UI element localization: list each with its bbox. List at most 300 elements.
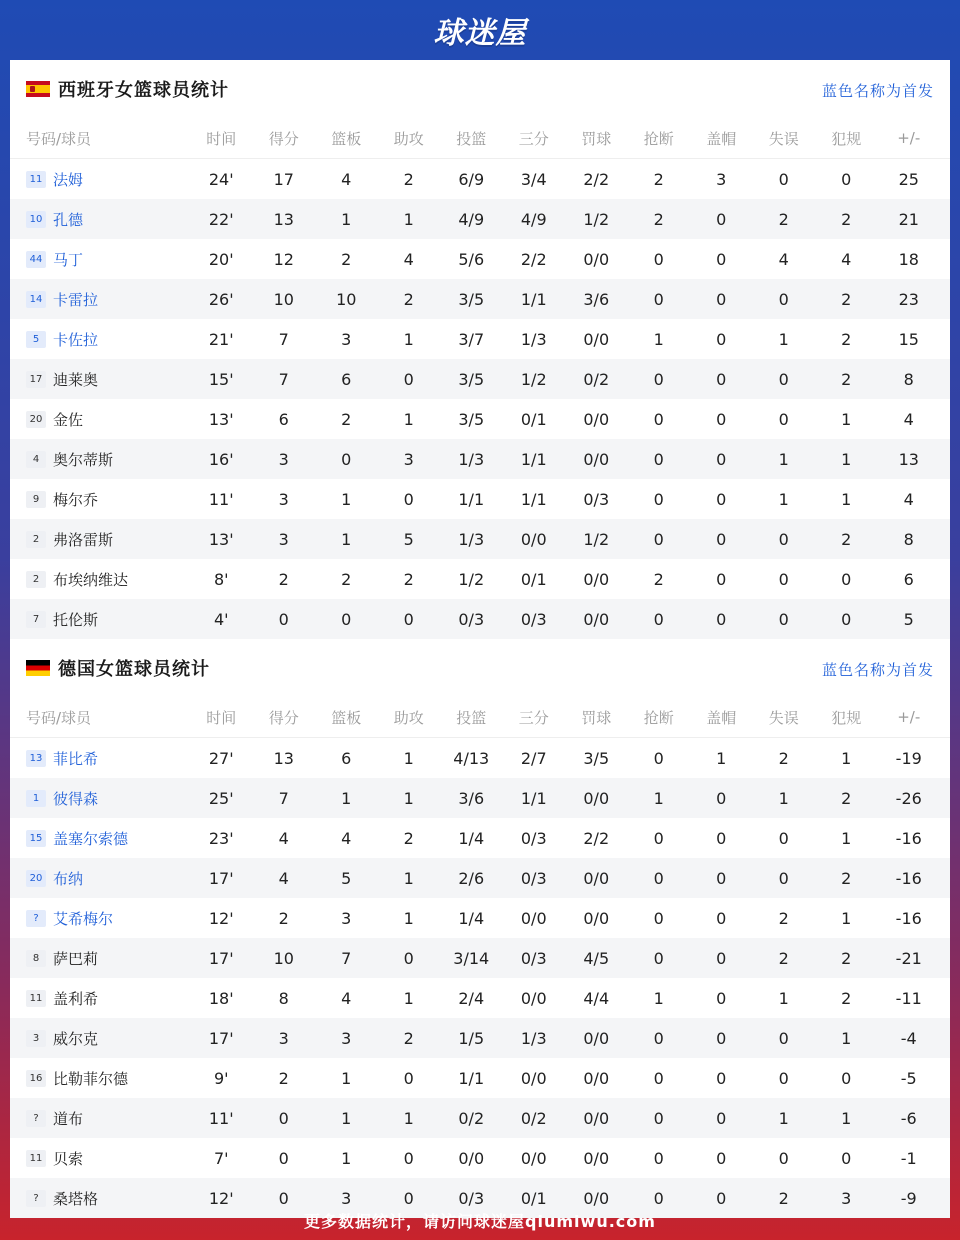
- player-name[interactable]: 法姆: [53, 170, 84, 189]
- stat-cell: 0: [716, 209, 727, 229]
- stat-cell: 0/2: [458, 1108, 485, 1128]
- table-row[interactable]: [10, 738, 950, 778]
- stat-cell: 0: [778, 169, 789, 189]
- stat-cell: 0: [403, 1188, 414, 1208]
- stat-cell: 2/2: [520, 249, 547, 269]
- player-name[interactable]: 孔德: [53, 210, 84, 229]
- stat-cell: 4/4: [583, 988, 610, 1008]
- column-header: 失误: [768, 708, 799, 727]
- stat-cell: 2: [278, 908, 289, 928]
- table-header-row: [10, 697, 950, 738]
- player-name[interactable]: 盖塞尔索德: [53, 829, 129, 848]
- stat-cell: 0: [278, 1108, 289, 1128]
- stat-cell: 3/14: [453, 948, 490, 968]
- stat-cell: 4/9: [458, 209, 485, 229]
- stat-cell: 0: [716, 609, 727, 629]
- stat-cell: 7': [213, 1148, 229, 1168]
- stat-cell: -16: [895, 828, 922, 848]
- jersey-number-badge: ?: [26, 1190, 46, 1207]
- jersey-number-badge: ?: [26, 1110, 46, 1127]
- stat-cell: -16: [895, 908, 922, 928]
- player-name[interactable]: 金佐: [53, 410, 84, 429]
- table-row[interactable]: [10, 159, 950, 199]
- stat-cell: 4: [278, 828, 289, 848]
- stat-cell: -26: [895, 788, 922, 808]
- team-sections: [10, 60, 950, 1218]
- stat-cell: 1: [341, 209, 352, 229]
- stat-cell: 1/4: [458, 908, 485, 928]
- table-row[interactable]: [10, 1058, 950, 1098]
- section-header: [10, 60, 950, 118]
- column-header: 篮板: [331, 708, 362, 727]
- stat-cell: 0/2: [583, 369, 610, 389]
- stat-cell: 1: [653, 788, 664, 808]
- stat-cell: 0: [653, 1188, 664, 1208]
- stat-cell: 0: [653, 489, 664, 509]
- player-name[interactable]: 菲比希: [53, 749, 99, 768]
- stat-cell: 0: [716, 1148, 727, 1168]
- crest-icon: [30, 86, 35, 92]
- player-name[interactable]: 贝索: [53, 1149, 84, 1168]
- germany-flag-icon: [26, 660, 50, 676]
- stat-cell: 2: [778, 748, 789, 768]
- player-cell: [10, 1028, 190, 1049]
- stat-cell: 0: [653, 1108, 664, 1128]
- stat-cell: 1: [341, 1068, 352, 1088]
- stat-cell: 0: [403, 1148, 414, 1168]
- stat-cell: 4': [213, 609, 229, 629]
- stat-cell: 1: [341, 788, 352, 808]
- stat-cell: 0: [841, 169, 852, 189]
- table-row[interactable]: [10, 519, 950, 559]
- stat-cell: 0/0: [583, 908, 610, 928]
- stat-cell: 0: [841, 1068, 852, 1088]
- stat-cell: 0: [778, 369, 789, 389]
- player-name[interactable]: 艾希梅尔: [53, 909, 114, 928]
- stat-cell: 0/3: [583, 489, 610, 509]
- stat-cell: 5: [903, 609, 914, 629]
- jersey-number-badge: 15: [26, 830, 46, 847]
- stat-cell: 0/1: [520, 409, 547, 429]
- stat-cell: 23': [208, 828, 234, 848]
- stat-cell: 2/7: [520, 748, 547, 768]
- stat-cell: 1: [841, 748, 852, 768]
- stat-cell: 0: [403, 609, 414, 629]
- jersey-number-badge: 4: [26, 451, 46, 468]
- stat-cell: 3: [403, 449, 414, 469]
- stat-cell: 2: [841, 329, 852, 349]
- column-header: 犯规: [831, 708, 862, 727]
- stat-cell: 12': [208, 1188, 234, 1208]
- stat-cell: 4: [341, 988, 352, 1008]
- player-cell: [10, 529, 190, 550]
- stat-cell: 0/1: [520, 1188, 547, 1208]
- stat-cell: 1/4: [458, 828, 485, 848]
- stat-cell: 1: [841, 449, 852, 469]
- player-name[interactable]: 比勒菲尔德: [53, 1069, 129, 1088]
- table-row[interactable]: [10, 818, 950, 858]
- table-row[interactable]: [10, 319, 950, 359]
- stat-cell: 3/5: [458, 369, 485, 389]
- stat-cell: 1: [841, 489, 852, 509]
- player-cell: [10, 169, 190, 190]
- stat-cell: 6: [278, 409, 289, 429]
- stat-cell: 3: [278, 1028, 289, 1048]
- table-row[interactable]: [10, 1098, 950, 1138]
- stat-cell: 2: [403, 828, 414, 848]
- table-header-row: [10, 118, 950, 159]
- table-row[interactable]: [10, 978, 950, 1018]
- stat-cell: 0/0: [583, 1068, 610, 1088]
- stat-cell: 13: [273, 748, 294, 768]
- stat-cell: 0/1: [520, 569, 547, 589]
- stat-cell: 0: [716, 1188, 727, 1208]
- table-row[interactable]: [10, 1018, 950, 1058]
- player-cell: [10, 489, 190, 510]
- stat-cell: 0/2: [520, 1108, 547, 1128]
- stat-cell: 1: [403, 908, 414, 928]
- starter-legend-note: 蓝色名称为首发: [821, 82, 934, 100]
- stat-cell: 0: [716, 988, 727, 1008]
- stat-cell: 20': [208, 249, 234, 269]
- column-header: 时间: [206, 129, 237, 148]
- stat-cell: 1: [403, 988, 414, 1008]
- player-name[interactable]: 威尔克: [53, 1029, 99, 1048]
- stat-cell: 0: [841, 609, 852, 629]
- player-name[interactable]: 弗洛雷斯: [53, 530, 114, 549]
- stat-cell: 17': [208, 868, 234, 888]
- stat-cell: 0/0: [458, 1148, 485, 1168]
- stat-cell: 0/0: [583, 868, 610, 888]
- column-header: 三分: [518, 129, 549, 148]
- table-row[interactable]: [10, 1138, 950, 1178]
- stat-cell: 4: [278, 868, 289, 888]
- player-name[interactable]: 卡雷拉: [53, 290, 99, 309]
- section-header: [10, 639, 950, 697]
- stat-cell: 6: [341, 748, 352, 768]
- stat-cell: 26': [208, 289, 234, 309]
- jersey-number-badge: 13: [26, 750, 46, 767]
- stat-cell: 1: [716, 748, 727, 768]
- player-cell: [10, 449, 190, 470]
- jersey-number-badge: 9: [26, 491, 46, 508]
- stat-cell: -6: [900, 1108, 917, 1128]
- stat-cell: 1: [778, 788, 789, 808]
- stat-cell: 18': [208, 988, 234, 1008]
- stat-cell: 4: [341, 169, 352, 189]
- stat-cell: 1/2: [458, 569, 485, 589]
- stat-cell: 1: [778, 988, 789, 1008]
- stat-cell: 4: [903, 409, 914, 429]
- stat-cell: 3: [278, 449, 289, 469]
- player-name[interactable]: 桑塔格: [53, 1189, 99, 1208]
- stat-cell: 0/3: [520, 609, 547, 629]
- stat-cell: 0: [778, 1028, 789, 1048]
- stat-cell: 0: [653, 449, 664, 469]
- stat-cell: 1: [403, 1108, 414, 1128]
- table-row[interactable]: [10, 279, 950, 319]
- player-cell: [10, 788, 190, 809]
- stat-cell: 2: [341, 569, 352, 589]
- stat-cell: 2: [841, 988, 852, 1008]
- stat-cell: 2/2: [583, 828, 610, 848]
- column-header: +/-: [897, 708, 921, 726]
- stat-cell: 0: [778, 569, 789, 589]
- stat-cell: 0: [716, 329, 727, 349]
- stat-cell: 2: [403, 169, 414, 189]
- stat-cell: 0/3: [520, 868, 547, 888]
- column-header: 时间: [206, 708, 237, 727]
- player-name[interactable]: 奥尔蒂斯: [53, 450, 114, 469]
- table-row[interactable]: [10, 599, 950, 639]
- site-logo: 球迷屋: [433, 16, 527, 51]
- table-row[interactable]: [10, 359, 950, 399]
- stat-cell: 0: [716, 409, 727, 429]
- stat-cell: 1/1: [458, 489, 485, 509]
- table-row[interactable]: [10, 479, 950, 519]
- jersey-number-badge: 3: [26, 1030, 46, 1047]
- stat-cell: 12': [208, 908, 234, 928]
- stat-cell: 4/13: [453, 748, 490, 768]
- stat-cell: 10: [336, 289, 357, 309]
- player-name[interactable]: 托伦斯: [53, 610, 99, 629]
- stat-cell: -16: [895, 868, 922, 888]
- stat-cell: 3: [341, 329, 352, 349]
- stat-cell: 7: [278, 329, 289, 349]
- stat-cell: 2: [278, 1068, 289, 1088]
- table-row[interactable]: [10, 858, 950, 898]
- player-name[interactable]: 梅尔乔: [53, 490, 99, 509]
- table-row[interactable]: [10, 199, 950, 239]
- stat-cell: 0: [653, 1068, 664, 1088]
- stat-cell: 1: [653, 329, 664, 349]
- stat-cell: 2: [653, 209, 664, 229]
- stat-cell: 2/6: [458, 868, 485, 888]
- stat-cell: 1: [403, 329, 414, 349]
- stat-cell: 2/4: [458, 988, 485, 1008]
- stat-cell: 6: [341, 369, 352, 389]
- player-name[interactable]: 萨巴莉: [53, 949, 99, 968]
- table-row[interactable]: [10, 778, 950, 818]
- column-header: 得分: [268, 129, 299, 148]
- column-header: 三分: [518, 708, 549, 727]
- column-header: 犯规: [831, 129, 862, 148]
- stat-cell: 0: [653, 948, 664, 968]
- player-cell: [10, 329, 190, 350]
- player-cell: [10, 289, 190, 310]
- stat-cell: 0: [778, 868, 789, 888]
- stat-cell: 3/5: [583, 748, 610, 768]
- stat-cell: 15': [208, 369, 234, 389]
- stat-cell: 0: [653, 529, 664, 549]
- jersey-number-badge: 11: [26, 1150, 46, 1167]
- player-cell: [10, 1108, 190, 1129]
- stat-cell: 0: [716, 908, 727, 928]
- player-cell: [10, 988, 190, 1009]
- spain-flag-icon: [26, 81, 50, 97]
- footer-banner: [0, 1200, 960, 1240]
- stat-cell: 1: [778, 489, 789, 509]
- stat-cell: 1: [341, 1108, 352, 1128]
- stat-cell: 1/1: [520, 788, 547, 808]
- stat-cell: 2: [653, 569, 664, 589]
- stat-cell: 1/1: [520, 449, 547, 469]
- column-header: 罚球: [581, 129, 612, 148]
- stat-cell: 5/6: [458, 249, 485, 269]
- stat-cell: 0/0: [520, 1068, 547, 1088]
- player-name[interactable]: 道布: [53, 1109, 84, 1128]
- stat-cell: 0: [778, 409, 789, 429]
- stat-cell: 9': [213, 1068, 229, 1088]
- stat-cell: 0/0: [583, 329, 610, 349]
- stat-cell: 21': [208, 329, 234, 349]
- stat-cell: 0: [716, 948, 727, 968]
- player-name[interactable]: 彼得森: [53, 789, 99, 808]
- stat-cell: 0: [653, 908, 664, 928]
- footer-text[interactable]: 更多数据统计，请访问球迷屋qiumiwu.com: [304, 1211, 656, 1231]
- stat-cell: 3/6: [458, 788, 485, 808]
- column-header: 失误: [768, 129, 799, 148]
- stat-cell: 2: [341, 249, 352, 269]
- player-cell: [10, 409, 190, 430]
- player-name[interactable]: 布纳: [53, 869, 84, 888]
- stat-cell: -5: [900, 1068, 917, 1088]
- top-banner: [0, 0, 960, 60]
- stat-cell: 8: [278, 988, 289, 1008]
- stat-cell: 25': [208, 788, 234, 808]
- stat-cell: 0/3: [520, 948, 547, 968]
- stat-cell: 2: [841, 529, 852, 549]
- column-header: 篮板: [331, 129, 362, 148]
- stat-cell: 5: [341, 868, 352, 888]
- column-header: 投篮: [456, 708, 487, 727]
- stat-cell: 11': [208, 1108, 234, 1128]
- player-cell: [10, 369, 190, 390]
- table-row[interactable]: [10, 399, 950, 439]
- table-row[interactable]: [10, 239, 950, 279]
- stat-cell: 1/3: [520, 1028, 547, 1048]
- stat-cell: 0: [716, 868, 727, 888]
- stat-cell: 1/5: [458, 1028, 485, 1048]
- table-row[interactable]: [10, 439, 950, 479]
- jersey-number-badge: 20: [26, 411, 46, 428]
- player-name[interactable]: 盖利希: [53, 989, 99, 1008]
- stat-cell: 0: [278, 1148, 289, 1168]
- stat-cell: 0/0: [583, 1188, 610, 1208]
- stat-cell: 3/7: [458, 329, 485, 349]
- stat-cell: -4: [900, 1028, 917, 1048]
- stat-cell: 0/0: [583, 409, 610, 429]
- stat-cell: 4/5: [583, 948, 610, 968]
- stat-cell: 0: [716, 489, 727, 509]
- stat-cell: 0/3: [458, 1188, 485, 1208]
- stat-cell: 1: [778, 329, 789, 349]
- stat-cell: 3: [341, 908, 352, 928]
- stat-cell: 2: [403, 569, 414, 589]
- stat-cell: 2: [778, 908, 789, 928]
- stat-cell: 10: [273, 289, 294, 309]
- stat-cell: 1: [341, 489, 352, 509]
- stat-cell: 2: [653, 169, 664, 189]
- stat-cell: 0: [716, 1068, 727, 1088]
- stat-cell: 1: [841, 409, 852, 429]
- starter-legend-note: 蓝色名称为首发: [821, 661, 934, 679]
- stat-cell: 0: [778, 529, 789, 549]
- stat-cell: 0: [716, 249, 727, 269]
- stat-cell: -11: [895, 988, 922, 1008]
- table-row[interactable]: [10, 559, 950, 599]
- column-header: 罚球: [581, 708, 612, 727]
- stat-cell: 0: [653, 249, 664, 269]
- player-name[interactable]: 马丁: [53, 250, 84, 269]
- stat-cell: 1: [841, 1028, 852, 1048]
- column-header: 盖帽: [706, 129, 737, 148]
- stat-cell: 17': [208, 1028, 234, 1048]
- table-row[interactable]: [10, 898, 950, 938]
- stat-cell: 0/0: [520, 529, 547, 549]
- stat-cell: 4: [778, 249, 789, 269]
- stat-cell: 4: [341, 828, 352, 848]
- section-title: 德国女篮球员统计: [58, 659, 210, 680]
- stat-cell: 12: [273, 249, 294, 269]
- jersey-number-badge: 44: [26, 251, 46, 268]
- stat-cell: 0: [778, 828, 789, 848]
- stat-cell: 0: [716, 1108, 727, 1128]
- stat-cell: 1: [403, 868, 414, 888]
- stat-cell: -19: [895, 748, 922, 768]
- column-header: 号码/球员: [26, 129, 92, 148]
- player-name[interactable]: 迪莱奥: [53, 370, 99, 389]
- stat-cell: 21: [898, 209, 919, 229]
- stat-cell: 2: [778, 209, 789, 229]
- stat-cell: 2: [403, 289, 414, 309]
- stat-cell: 1: [341, 529, 352, 549]
- stat-cell: 2: [778, 948, 789, 968]
- stat-cell: 0: [403, 369, 414, 389]
- stat-cell: 1/3: [458, 449, 485, 469]
- player-name[interactable]: 卡佐拉: [53, 330, 99, 349]
- stat-cell: 2: [841, 948, 852, 968]
- jersey-number-badge: 11: [26, 171, 46, 188]
- jersey-number-badge: 2: [26, 531, 46, 548]
- stat-cell: -1: [900, 1148, 917, 1168]
- stat-cell: 3/5: [458, 289, 485, 309]
- stat-cell: 0/0: [583, 1108, 610, 1128]
- team-section: [10, 639, 950, 1218]
- stat-cell: 0/0: [583, 569, 610, 589]
- stat-cell: 1: [778, 1108, 789, 1128]
- player-cell: [10, 828, 190, 849]
- player-cell: [10, 249, 190, 270]
- table-row[interactable]: [10, 938, 950, 978]
- stat-cell: 13: [898, 449, 919, 469]
- stat-cell: 0: [716, 788, 727, 808]
- stat-cell: 1/3: [458, 529, 485, 549]
- stat-cell: 6/9: [458, 169, 485, 189]
- stat-cell: 3: [278, 489, 289, 509]
- stat-cell: 0/0: [583, 249, 610, 269]
- stat-cell: 2: [841, 369, 852, 389]
- stat-cell: 10: [273, 948, 294, 968]
- stat-cell: 3: [716, 169, 727, 189]
- player-name[interactable]: 布埃纳维达: [53, 570, 129, 589]
- stat-cell: 27': [208, 748, 234, 768]
- stat-cell: 6: [903, 569, 914, 589]
- stat-cell: 0: [716, 449, 727, 469]
- stat-cell: 0: [778, 1068, 789, 1088]
- stat-cell: 0/3: [520, 828, 547, 848]
- stat-cell: 0: [716, 1028, 727, 1048]
